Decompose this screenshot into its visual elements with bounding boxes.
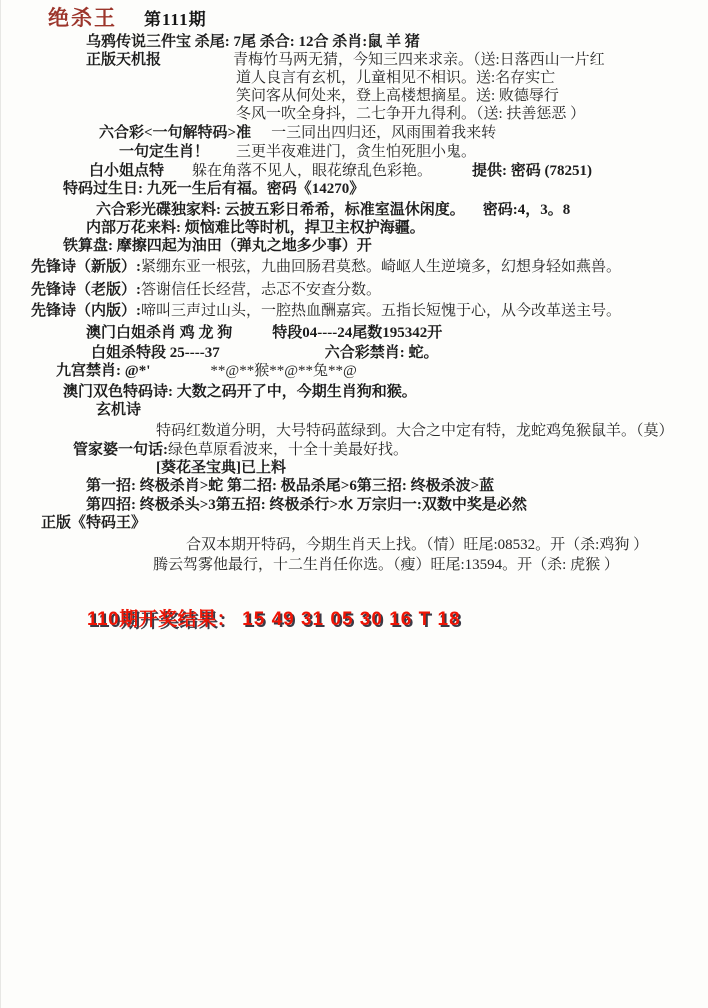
text-segment: 冬风一吹全身抖，二七争开九得利。（送: 扶善惩恶 ） — [236, 106, 586, 122]
text-segment: 第四招: 终极杀头>3第五招: 终极杀行>水 万宗归一:双数中奖是必然 — [86, 497, 527, 513]
result-label: 110期开奖结果： — [87, 609, 237, 630]
line-jiugong-jinxiao — [56, 362, 357, 380]
text-segment: 第一招: 终极杀肖>蛇 第二招: 极品杀尾>6第三招: 终极杀波>蓝 — [86, 478, 495, 494]
line-xianfengshi-xinban — [31, 258, 621, 276]
line-aomen-baijie-shaxiao — [86, 324, 442, 342]
line-xianfengshi-laoban — [31, 281, 381, 299]
line-yijujietema — [99, 124, 496, 142]
result-numbers: 15 49 31 05 30 16 T 18 — [242, 609, 461, 630]
line-tianjibao-3 — [236, 87, 559, 105]
text-segment: 六合彩禁肖: 蛇。 — [324, 345, 439, 361]
line-baixiaojie-diante — [89, 162, 592, 180]
text-segment: 绿色草原看波来，十全十美最好找。 — [168, 442, 409, 458]
text-segment: 特码过生日: 九死一生后有福。密码《14270》 — [63, 181, 365, 197]
text-segment: 道人良言有玄机，儿童相见不相识。送:名存实亡 — [236, 70, 556, 86]
text-segment: **@**猴**@**兔**@ — [210, 363, 357, 379]
text-segment: 一三同出四归还，风雨围着我来转 — [271, 125, 497, 141]
text-segment: 提供: 密码 (78251) — [472, 163, 593, 179]
text-segment: 密码:4，3。8 — [482, 202, 571, 218]
text-segment: 特段04----24尾数195342开 — [272, 325, 443, 341]
text-segment: 六合彩<一句解特码>准 — [99, 125, 252, 141]
text-segment: 铁算盘: 摩擦四起为油田（弹丸之地多少事）开 — [63, 238, 372, 254]
line-kuihua-baodian — [156, 459, 286, 477]
text-segment: 玄机诗 — [96, 402, 142, 418]
text-segment: 内部万花来料: 烦恼难比等时机，捍卫主权护海疆。 — [86, 220, 425, 236]
text-segment: 先锋诗（新版）: — [31, 259, 141, 275]
text-segment: 白姐杀特段 25----37 — [91, 345, 220, 361]
line-temawang-title — [41, 514, 146, 532]
text-segment: 紧绷东亚一根弦，九曲回肠君莫愁。崎岖人生逆境多，幻想身轻如燕兽。 — [141, 259, 622, 275]
line-aomen-shuangse — [63, 383, 417, 401]
page-title: 绝杀王 — [48, 6, 117, 30]
line-baijie-shateduan — [91, 344, 438, 362]
text-segment: 澳门双色特码诗: 大数之码开了中，今期生肖狗和猴。 — [63, 384, 417, 400]
line-guanjiapo — [73, 441, 408, 459]
line-tianjibao-2 — [236, 69, 555, 87]
line-xuanjishi-title — [96, 401, 141, 419]
text-segment: 答谢信任长经营，忐忑不安查分数。 — [141, 282, 382, 298]
text-segment: 管家婆一句话: — [73, 442, 168, 458]
text-segment: 合双本期开特码，今期生肖天上找。（情）旺尾:08532。开（杀:鸡狗 ） — [186, 537, 649, 553]
text-segment: 六合彩光碟独家料: 云披五彩日希希，标准室温休闲度。 — [96, 202, 465, 218]
line-tema-shengri — [63, 180, 364, 198]
text-segment: 腾云驾雾他最行，十二生肖任你选。（瘦）旺尾:13594。开（杀: 虎猴 ） — [153, 557, 619, 573]
text-segment: 三更半夜难进门，贪生怕死胆小鬼。 — [236, 144, 477, 160]
text-segment: 正版天机报 — [86, 52, 162, 68]
text-segment: 青梅竹马两无猜，今知三四来求亲。（送:日落西山一片红 — [233, 52, 605, 68]
text-segment: 啼叫三声过山头，一腔热血酬嘉宾。五指长短愧于心，从今改革送主号。 — [141, 303, 622, 319]
text-segment: 先锋诗（内版）: — [31, 303, 141, 319]
line-tianjibao — [86, 51, 605, 69]
line-guangdie-dujialiao — [96, 201, 570, 219]
line-temawang-poem-1 — [186, 536, 648, 554]
line-zhao-1-3 — [86, 477, 494, 495]
line-tiesuanpan — [63, 237, 372, 255]
line-temawang-poem-2 — [153, 556, 619, 574]
text-segment: 正版《特码王》 — [41, 515, 147, 531]
line-wuya-sanjianbao — [86, 33, 420, 51]
line-xianfengshi-neiban — [31, 302, 621, 320]
line-xuanjishi-poem — [156, 422, 674, 440]
previous-draw-result — [87, 604, 461, 631]
text-segment: 白小姐点特 — [89, 163, 165, 179]
line-zhao-4-5 — [86, 496, 527, 514]
issue-number: 第111期 — [144, 10, 207, 29]
text-segment: 先锋诗（老版）: — [31, 282, 141, 298]
text-segment: 九宫禁肖: @*' — [56, 363, 151, 379]
text-segment: 笑问客从何处来，登上高楼想摘星。送: 败德辱行 — [236, 88, 559, 104]
text-segment: 躲在角落不见人，眼花缭乱色彩艳。 — [192, 163, 433, 179]
text-segment: 一句定生肖！ — [119, 144, 210, 160]
line-neibu-wanhua — [86, 219, 425, 237]
text-segment: [葵花圣宝典]已上料 — [156, 460, 286, 476]
text-segment: 乌鸦传说三件宝 杀尾: 7尾 杀合: 12合 杀肖:鼠 羊 猪 — [86, 34, 420, 50]
text-segment: 特码红数道分明，大号特码蓝绿到。大合之中定有特，龙蛇鸡兔猴鼠羊。（莫） — [156, 423, 674, 439]
line-tianjibao-4 — [236, 105, 585, 123]
line-yijudingshengxiao — [119, 143, 476, 161]
text-segment: 澳门白姐杀肖 鸡 龙 狗 — [86, 325, 233, 341]
